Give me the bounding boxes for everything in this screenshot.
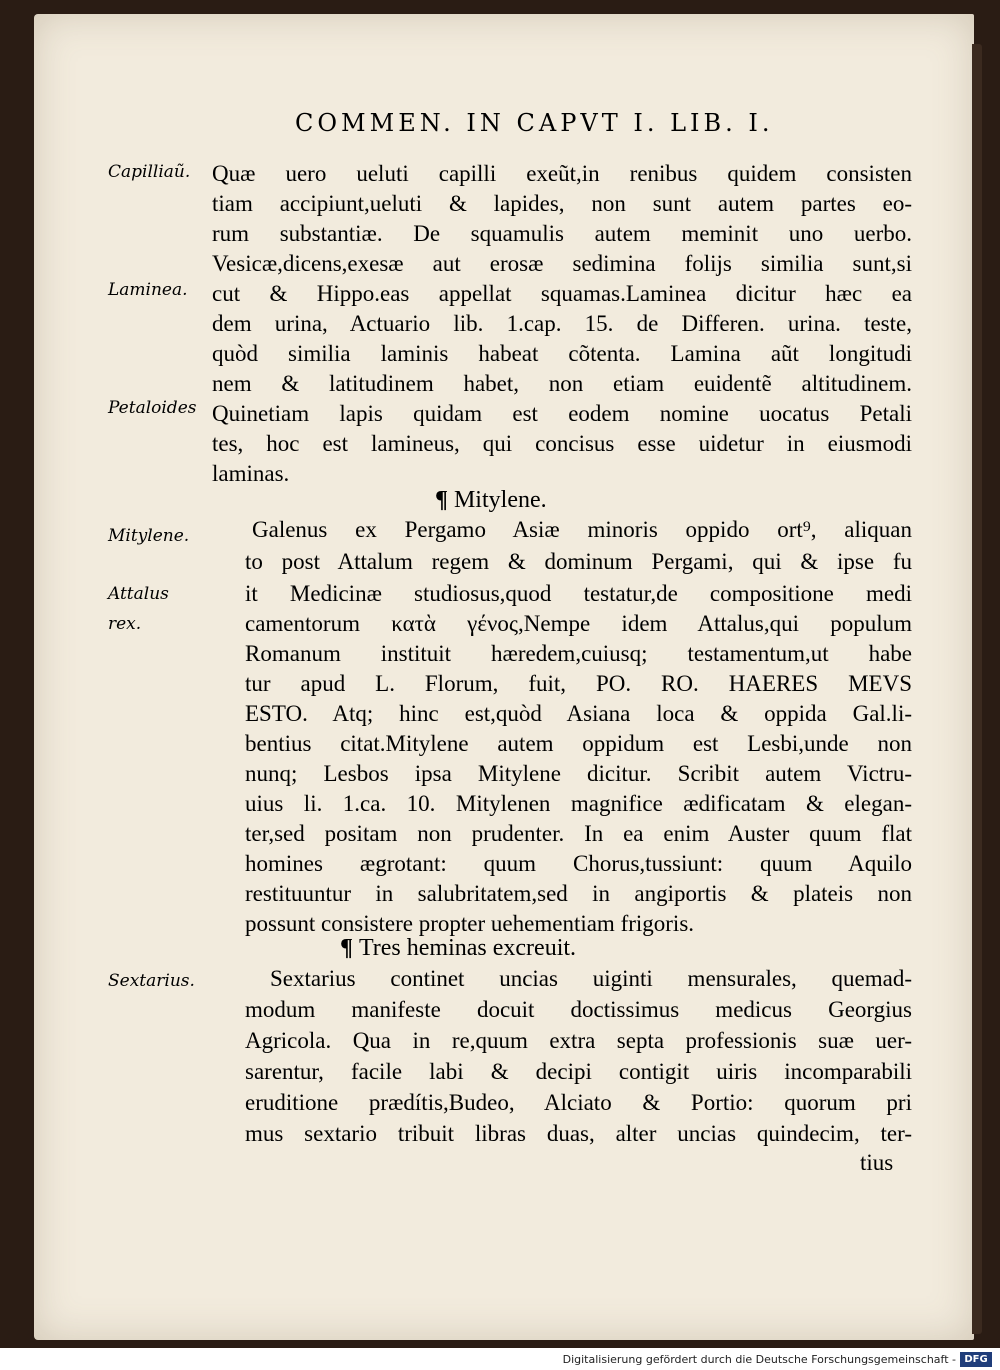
text-line: mus sextario tribuit libras duas, alter uncias quindecim, ter- — [245, 1121, 912, 1146]
text-line: rum substantiæ. De squamulis autem meminit uno uerbo. — [212, 221, 912, 246]
text-line: Romanum instituit hæredem,cuiusq; testamentum,ut habe — [245, 641, 912, 666]
running-head: COMMEN. IN CAPVT I. LIB. I. — [295, 109, 774, 137]
text-line: bentius citat.Mitylene autem oppidum est Lesbi,unde non — [245, 731, 912, 756]
footer-credit: Digitalisierung gefördert durch die Deutsche Forschungsgemeinschaft - — [562, 1353, 956, 1366]
text-line: tiam accipiunt,ueluti & lapides, non sunt autem partes eo- — [212, 191, 912, 216]
text-line: restituuntur in salubritatem,sed in angiportis & plateis non — [245, 881, 912, 906]
text-line: camentorum κατὰ γένος,Nempe idem Attalus,qui populum — [245, 611, 912, 636]
text-line: Vesicæ,dicens,exesæ aut erosæ sedimina folijs similia sunt,si — [212, 251, 912, 276]
text-line: possunt consistere propter uehementiam frigoris. — [245, 911, 695, 936]
text-line: uius li. 1.ca. 10. Mitylenen magnifice ædificatam & elegan- — [245, 791, 912, 816]
text-line: modum manifeste docuit doctissimus medicus Georgius — [245, 997, 912, 1022]
margin-note-rex: rex. — [108, 614, 142, 634]
dfg-logo: DFG — [960, 1352, 992, 1367]
margin-note-attalus: Attalus — [108, 584, 169, 604]
text-line: homines ægrotant: quum Chorus,tussiunt: quum Aquilo — [245, 851, 912, 876]
text-line: nunq; Lesbos ipsa Mitylene dicitur. Scribit autem Victru- — [245, 761, 912, 786]
text-line: cut & Hippo.eas appellat squamas.Laminea dicitur hæc ea — [212, 281, 912, 306]
text-line: tes, hoc est lamineus, qui concisus esse uidetur in eiusmodi — [212, 431, 912, 456]
heading-text: Tres heminas excreuit. — [358, 935, 577, 961]
text-line: Sextarius continet uncias uiginti mensurales, quemad- — [270, 966, 912, 991]
text-line: Galenus ex Pergamo Asiæ minoris oppido ort⁹, aliquan — [252, 517, 912, 542]
text-line: it Medicinæ studiosus,quod testatur,de compositione medi — [245, 581, 912, 606]
margin-note-laminea: Laminea. — [108, 280, 188, 300]
pilcrow-icon: ¶ — [435, 487, 448, 513]
text-line: dem urina, Actuario lib. 1.cap. 15. de Differen. urina. teste, — [212, 311, 912, 336]
text-line: Quinetiam lapis quidam est eodem nomine uocatus Petali — [212, 401, 912, 426]
text-line: to post Attalum regem & dominum Pergami, qui & ipse fu — [245, 549, 912, 574]
text-line: ESTO. Atq; hinc est,quòd Asiana loca & oppida Gal.li- — [245, 701, 912, 726]
heading-text: Mitylene. — [453, 487, 547, 513]
margin-note-sextarius: Sextarius. — [108, 971, 195, 991]
section-heading-mitylene — [435, 483, 547, 517]
margin-note-petaloides: Petaloides — [108, 398, 197, 418]
text-line: nem & latitudinem habet, non etiam euidentẽ altitudinem. — [212, 371, 912, 396]
text-line: laminas. — [212, 461, 290, 486]
page-edge — [972, 44, 982, 1334]
text-line: Agricola. Qua in re,quum extra septa professionis suæ uer- — [245, 1028, 912, 1053]
text-line: Quæ uero ueluti capilli exeũt,in renibus quidem consisten — [212, 161, 912, 186]
text-line: tur apud L. Florum, fuit, PO. RO. HAERES MEVS — [245, 671, 912, 696]
section-heading-tres-heminas — [340, 931, 576, 965]
text-line: quòd similia laminis habeat cõtenta. Lamina aũt longitudi — [212, 341, 912, 366]
margin-note-capilliau: Capilliaũ. — [108, 162, 191, 182]
margin-note-mitylene: Mitylene. — [108, 526, 190, 546]
pilcrow-icon: ¶ — [340, 935, 353, 961]
text-line: eruditione prædítis,Budeo, Alciato & Portio: quorum pri — [245, 1090, 912, 1115]
text-line: sarentur, facile labi & decipi contigit uiris incomparabili — [245, 1059, 912, 1084]
digitization-footer — [0, 1350, 1000, 1370]
catchword: tius — [860, 1150, 894, 1175]
text-line: ter,sed positam non prudenter. In ea enim Auster quum flat — [245, 821, 912, 846]
